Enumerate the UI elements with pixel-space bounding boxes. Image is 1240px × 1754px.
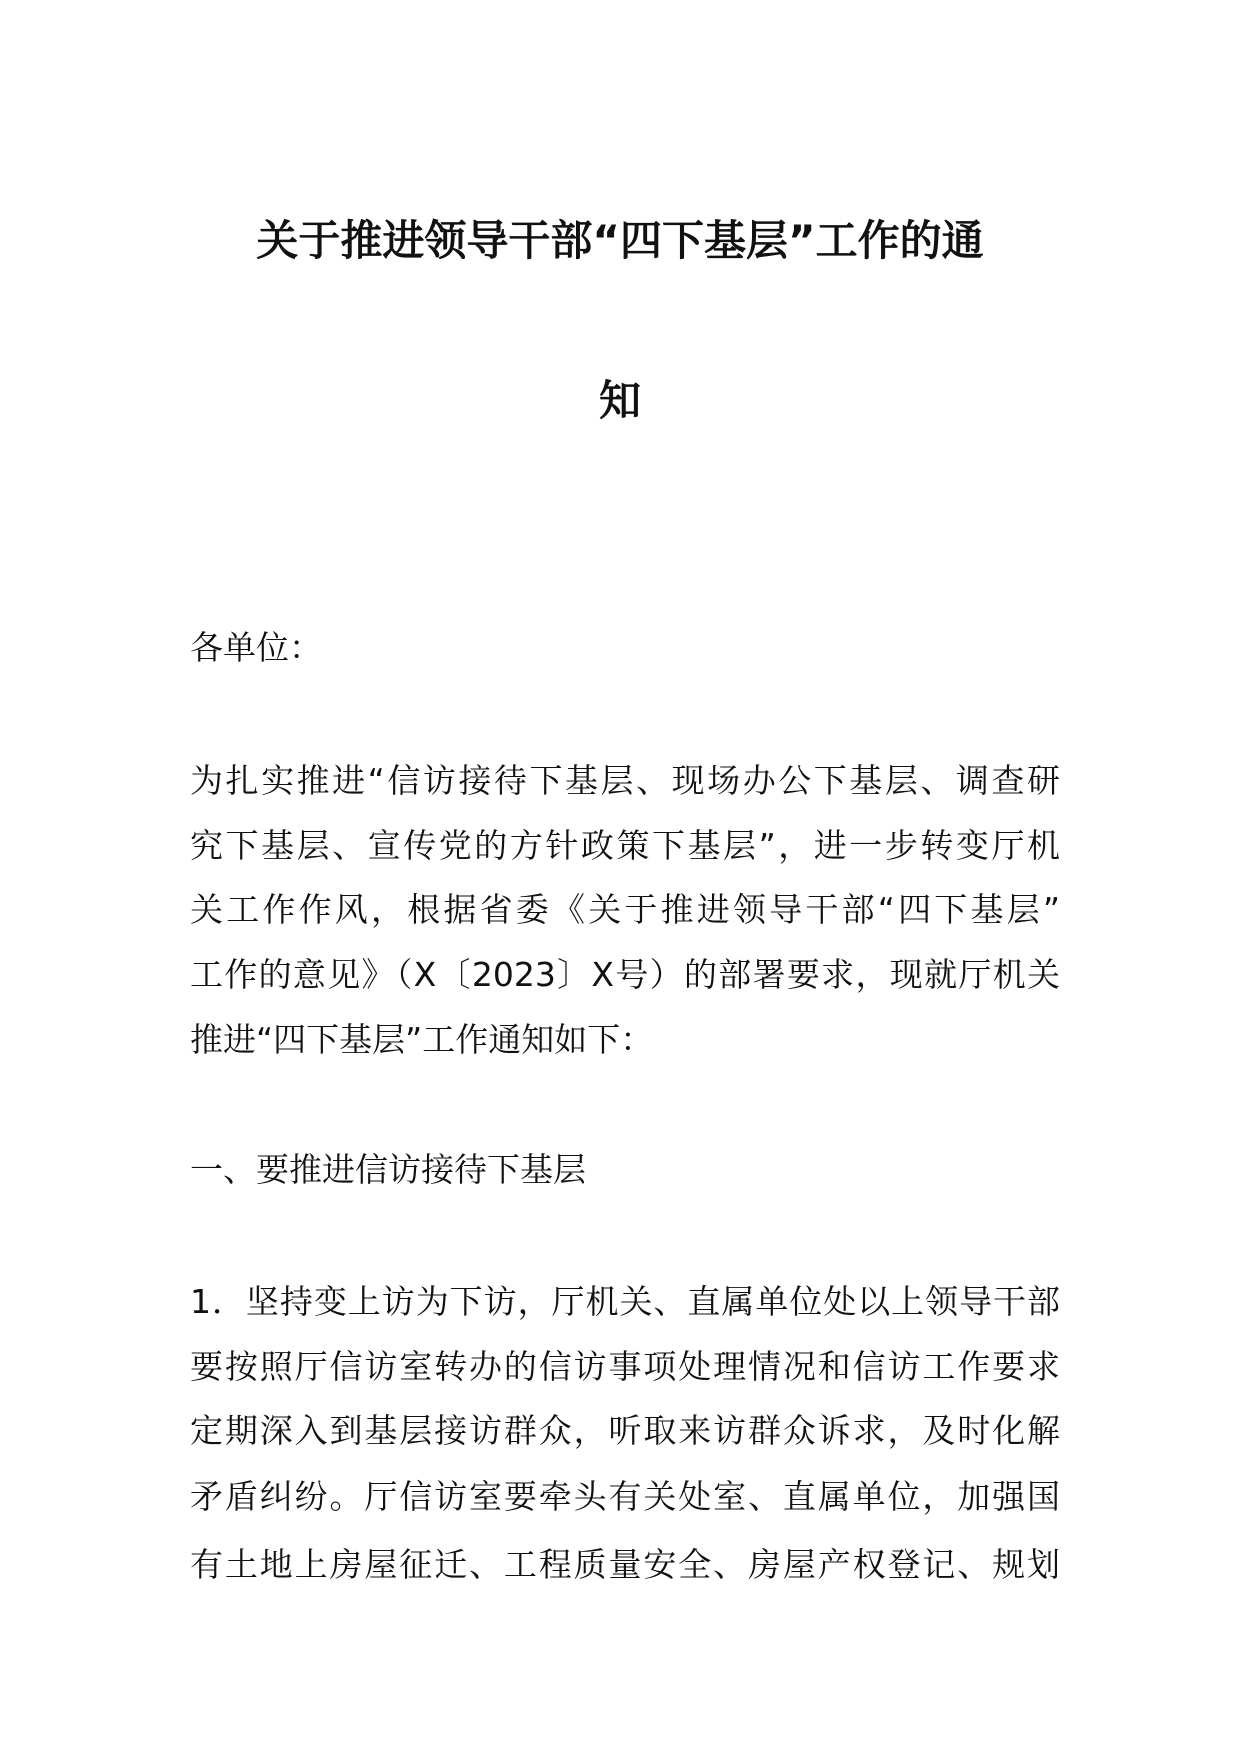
paragraph-line: 推进“四下基层”工作通知如下： xyxy=(190,1020,654,1059)
paragraph-line: 工作的意见》（X〔2023〕X号）的部署要求，现就厅机关 xyxy=(190,955,1060,994)
paragraph-line: 1．坚持变上访为下访，厅机关、直属单位处以上领导干部 xyxy=(190,1282,1060,1321)
document-title-line-1: 关于推进领导干部“四下基层”工作的通 xyxy=(256,216,984,265)
paragraph-line: 关工作作风，根据省委《关于推进领导干部“四下基层” xyxy=(190,890,1060,929)
paragraph-line: 究下基层、宣传党的方针政策下基层”，进一步转变厅机 xyxy=(190,826,1060,865)
paragraph-line: 有土地上房屋征迁、工程质量安全、房屋产权登记、规划 xyxy=(190,1545,1060,1584)
document-title-line-2: 知 xyxy=(598,376,641,425)
section-heading: 一、要推进信访接待下基层 xyxy=(190,1150,586,1189)
paragraph-line: 矛盾纠纷。厅信访室要牵头有关处室、直属单位，加强国 xyxy=(190,1477,1060,1516)
paragraph-line: 为扎实推进“信访接待下基层、现场办公下基层、调查研 xyxy=(190,761,1060,800)
salutation: 各单位： xyxy=(190,628,322,667)
paragraph-line: 定期深入到基层接访群众，听取来访群众诉求，及时化解 xyxy=(190,1411,1060,1450)
paragraph-line: 要按照厅信访室转办的信访事项处理情况和信访工作要求 xyxy=(190,1347,1060,1386)
